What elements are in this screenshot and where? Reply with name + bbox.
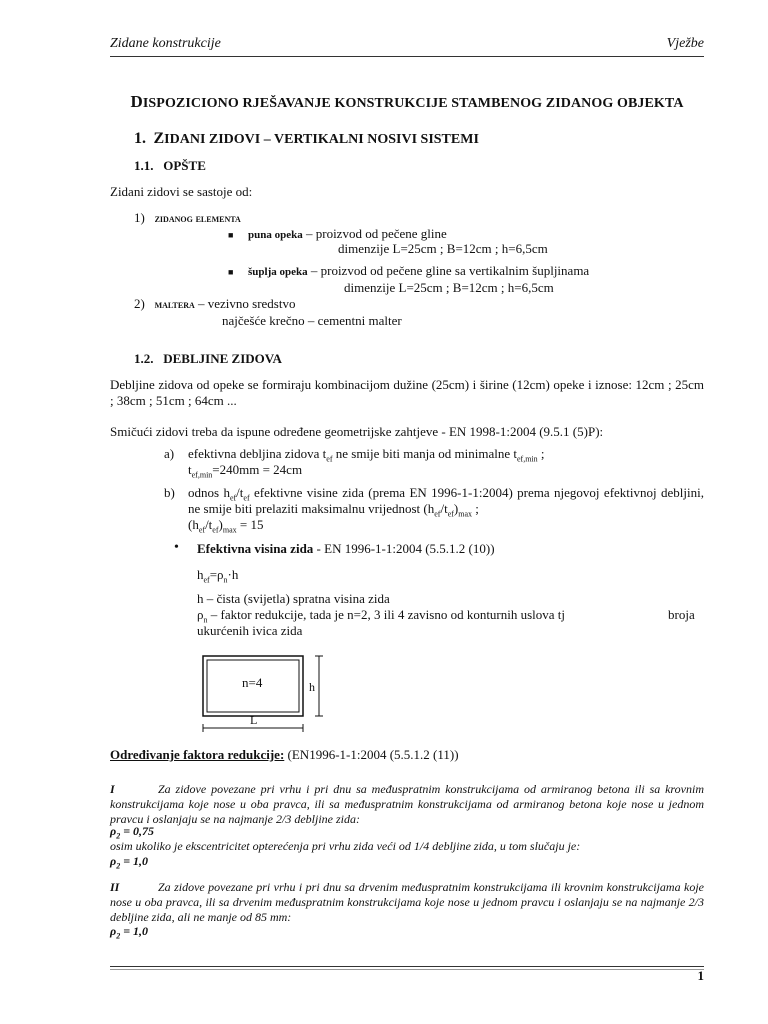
definition-rho-cont: ukurćenih ivica zida [197,623,303,638]
cond-b-sub: max [458,509,473,519]
section-1-2-label: DEBLJINE ZIDOVA [163,351,282,366]
rho-sub: 2 [116,831,121,841]
cond-b-part: /t [440,501,448,516]
section-1-heading [134,130,479,148]
list-item-2 [134,296,295,313]
case-1-rho-1 [110,824,154,839]
rho-value: = 1,0 [120,924,149,938]
suplja-opeka-label: šuplja opeka [248,266,308,278]
rho-sub: 2 [116,861,121,871]
formula-sub: ef [203,575,210,585]
section-1-2-heading [134,351,282,367]
footer-divider [110,969,704,970]
section-1-1-number: 1.1. [134,158,154,173]
formula-part: =ρ [209,567,224,582]
formula-part: h [197,567,204,582]
efektivna-visina-ref: - EN 1996-1-1:2004 (5.5.1.2 (10)) [313,541,495,556]
definition-rho-broja: broja [668,607,695,622]
suplja-opeka-dimensions: dimenzije L=25cm ; B=12cm ; h=6,5cm [344,280,554,295]
case-2-roman: II [110,880,120,894]
cond-b-part: ; [472,501,479,516]
diagram-n-label: n=4 [242,675,263,690]
bullet-square-icon: ■ [228,267,234,277]
intro-text: Zidani zidovi se sastoje od: [110,184,253,199]
list-item-2-sub: najčešće krečno – cementni malter [222,313,402,328]
section-1-2-number: 1.2. [134,351,154,366]
debljine-paragraph: Debljine zidova od opeke se formiraju kombinacijom dužine (25cm) i širine (12cm) opeke i iznose: 12cm ; 25cm ; 38cm ; 51cm ; 64cm ... [110,377,704,408]
list-item-2-number: 2) [134,296,145,311]
def-rho-part: ρ [197,607,204,622]
suplja-opeka-line [248,263,589,280]
cond-a-part: ne smije biti manja od minimalne t [332,446,517,461]
cond-b-part: ) [218,517,223,532]
formula-part: ·h [227,567,239,582]
title-rest: ISPOZICIONO RJEŠAVANJE KONSTRUKCIJE STAMBENOG ZIDANOG OBJEKTA [142,96,684,111]
efektivna-visina-label: Efektivna visina zida [197,541,314,556]
cond-a-sub: ef,min [191,470,213,480]
cond-a-part: =240mm = 24cm [212,462,303,477]
wall-diagram [195,650,335,740]
cond-a-part: t [188,462,192,477]
title-first-letter: D [130,92,143,111]
odredjivanje-ref: (EN1996-1-1:2004 (5.5.1.2 (11)) [284,747,459,762]
condition-b-text [188,485,704,533]
bullet-dot-icon: • [174,540,179,555]
cond-b-part: /t [205,517,213,532]
cond-b-sub: ef [212,525,219,535]
formula-hef [197,567,238,583]
odredjivanje-label: Određivanje faktora redukcije: [110,747,285,762]
section-1-1-heading [134,158,206,174]
cond-b-sub: ef [434,509,441,519]
list-item-1-label: zidanog elementa [154,213,241,225]
list-item-2-text: – vezivno sredstvo [194,296,296,311]
definition-rho [197,607,704,623]
case-1-roman: I [110,782,115,796]
list-item-1 [134,210,241,227]
cond-b-part: efektivne visine zida (prema EN 1996-1-1:2004) prema njegovoj efektivnoj debljini, ne smije biti prelaziti maksimalnu vrijednost (h [188,485,704,516]
rho-sub: 2 [116,931,121,941]
rho-symbol: ρ [110,824,117,838]
cond-b-sub: ef [198,525,206,535]
rho-symbol: ρ [110,854,117,868]
cond-b-sub: ef [243,493,250,503]
condition-b-number: b) [164,485,175,500]
formula-sub: n [223,575,228,585]
rho-value: = 0,75 [120,824,155,838]
header-right: Vježbe [666,36,704,51]
cond-b-part: ) [453,501,459,516]
section-1-number: 1. [134,130,146,147]
puna-opeka-text: – proizvod od pečene gline [302,226,447,241]
section-1-rest: IDANI ZIDOVI – VERTIKALNI NOSIVI SISTEMI [164,132,479,147]
page-number: 1 [697,968,704,983]
section-1-first-letter: Z [153,130,165,147]
cond-a-sub: ef [326,454,333,464]
list-item-2-label: maltera [154,299,195,311]
odredjivanje-line [110,747,459,763]
list-item-1-number: 1) [134,210,145,225]
section-1-1-label: OPŠTE [163,158,206,173]
footer-divider [110,966,704,967]
case-1-text: Za zidove povezane pri vrhu i pri dnu sa međuspratnim konstrukcijama od armiranog betona ili sa krovnim konstrukcijama koje nose u oba pravca, ili sa međuspratnim konstrukcijama od armiranog betona koje nose u jednom pravcu i oslanjaju se na najmanje 2/3 debljine zida: [110,782,704,826]
case-1-note: osim ukoliko je ekscentricitet opterećenja pri vrhu zida veći od 1/4 debljine zida, u tom slučaju je: [110,839,581,853]
cond-a-part: efektivna debljina zidova t [188,446,327,461]
condition-a-number: a) [164,446,175,461]
suplja-opeka-text: – proizvod od pečene gline sa vertikalnim šupljinama [307,263,590,278]
diagram-h-label: h [309,680,315,694]
smicuci-paragraph: Smičući zidovi treba da ispune određene geometrijske zahtjeve - EN 1998-1:2004 (9.5.1 (5)P): [110,424,604,439]
condition-a-text [188,446,704,478]
cond-b-part: odnos h [188,485,230,500]
cond-b-part: = 15 [236,517,264,532]
rho-value: = 1,0 [120,854,149,868]
header-left: Zidane konstrukcije [110,36,221,51]
cond-b-sub: max [222,525,237,535]
def-rho-part: – faktor redukcije, tada je n=2, 3 ili 4 zavisno od konturnih uslova tj [207,607,566,622]
cond-b-part: /t [236,485,244,500]
diagram-L-label: L [250,713,258,727]
case-2-rho [110,924,148,939]
case-2-text: Za zidove povezane pri vrhu i pri dnu sa drvenim međuspratnim konstrukcijama ili krovnim konstrukcijama koje nose u oba pravca, ili sa drvenim međuspratnim konstrukcijama koje nose u jednom pravcu i oslanjaju se na najmanje 2/3 debljine zida, ali ne manje od 85 mm: [110,880,704,924]
bullet-square-icon: ■ [228,230,234,240]
rho-symbol: ρ [110,924,117,938]
cond-a-sub: ef,min [516,454,538,464]
def-rho-sub: n [203,615,208,625]
cond-b-sub: ef [447,509,454,519]
cond-b-part: (h [188,517,199,532]
cond-a-part: ; [537,446,545,461]
definition-h: h – čista (svijetla) spratna visina zida [197,591,390,606]
page-header [110,34,704,57]
puna-opeka-dimensions: dimenzije L=25cm ; B=12cm ; h=6,5cm [338,241,548,256]
puna-opeka-label: puna opeka [248,229,303,241]
document-title [110,92,704,112]
efektivna-visina-line [197,541,495,557]
case-1-rho-2 [110,854,148,869]
cond-b-sub: ef [229,493,237,503]
